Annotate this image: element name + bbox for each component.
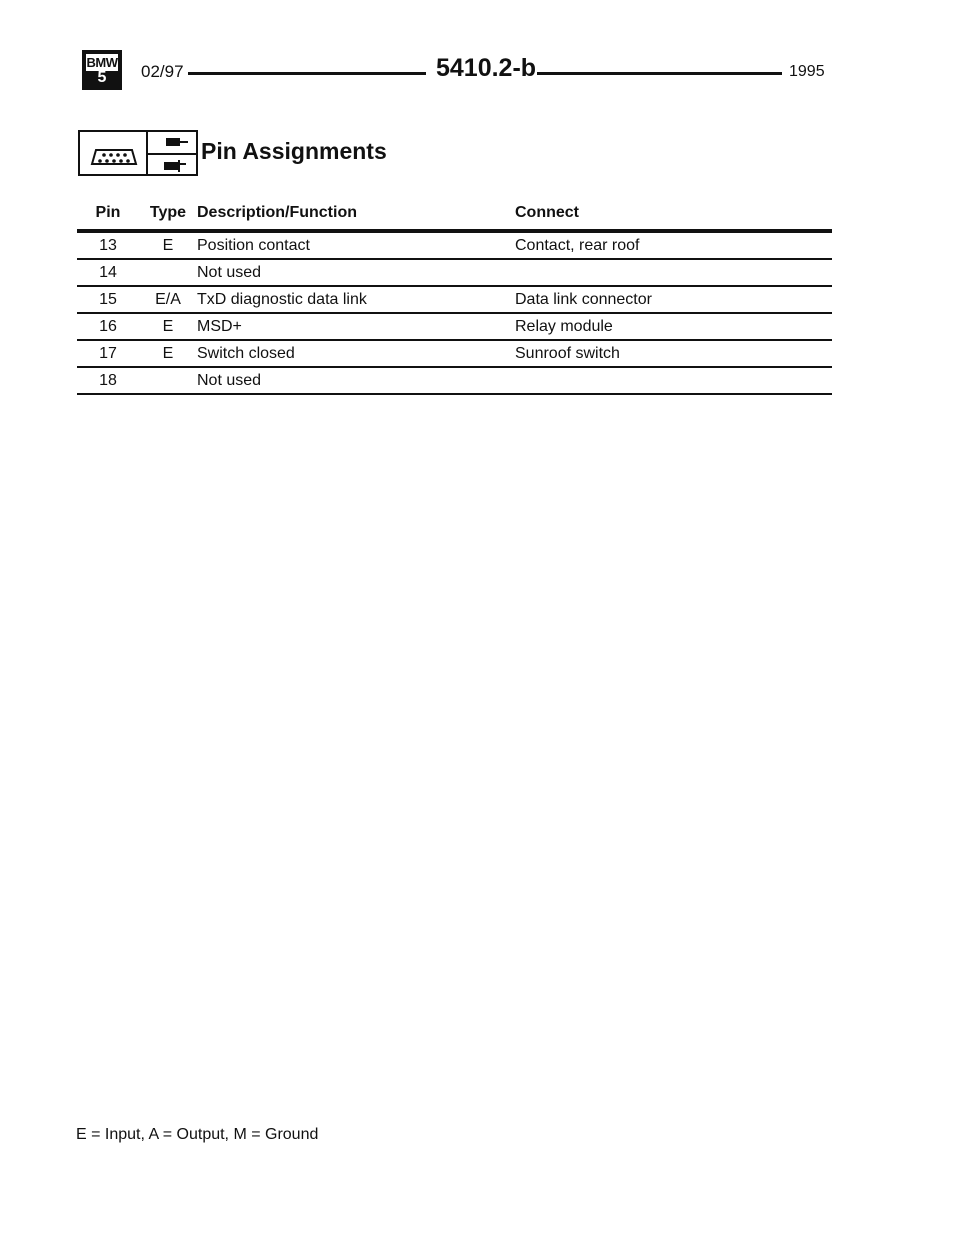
cell-type: E xyxy=(139,340,197,367)
cell-connect xyxy=(515,259,832,286)
cell-pin: 18 xyxy=(77,367,139,394)
cell-connect: Contact, rear roof xyxy=(515,231,832,259)
column-header-pin: Pin xyxy=(77,200,139,231)
table-row xyxy=(77,340,832,367)
cell-connect: Data link connector xyxy=(515,286,832,313)
bmw-logo-icon xyxy=(82,50,122,90)
header-date: 02/97 xyxy=(141,62,184,81)
plug-icon xyxy=(80,132,200,178)
logo-series: 5 xyxy=(97,69,107,86)
cell-pin: 17 xyxy=(77,340,139,367)
table-row xyxy=(77,231,832,259)
table-header-row xyxy=(77,200,832,231)
cell-type: E xyxy=(139,231,197,259)
pin-assignment-table xyxy=(77,200,832,395)
header-rule-right xyxy=(537,72,782,75)
cell-pin: 16 xyxy=(77,313,139,340)
cell-pin: 14 xyxy=(77,259,139,286)
cell-description: Position contact xyxy=(197,231,515,259)
cell-description: MSD+ xyxy=(197,313,515,340)
cell-type: E xyxy=(139,313,197,340)
cell-description: Switch closed xyxy=(197,340,515,367)
table-row xyxy=(77,367,832,394)
cell-type: E/A xyxy=(139,286,197,313)
header-year: 1995 xyxy=(789,63,825,80)
document-code: 5410.2-b xyxy=(436,54,537,82)
cell-type xyxy=(139,367,197,394)
cell-connect xyxy=(515,367,832,394)
legend-footnote: E = Input, A = Output, M = Ground xyxy=(76,1126,319,1143)
column-header-description: Description/Function xyxy=(197,200,515,231)
cell-connect: Relay module xyxy=(515,313,832,340)
table-row xyxy=(77,259,832,286)
cell-pin: 15 xyxy=(77,286,139,313)
connector-symbol-box xyxy=(78,130,198,176)
table-row xyxy=(77,286,832,313)
table-row xyxy=(77,313,832,340)
header-rule-left xyxy=(188,72,426,75)
section-title: Pin Assignments xyxy=(201,138,387,164)
cell-description: Not used xyxy=(197,259,515,286)
cell-type xyxy=(139,259,197,286)
cell-description: Not used xyxy=(197,367,515,394)
cell-connect: Sunroof switch xyxy=(515,340,832,367)
section-heading xyxy=(78,130,478,178)
logo-brand: BMW xyxy=(86,55,118,70)
column-header-type: Type xyxy=(139,200,197,231)
cell-description: TxD diagnostic data link xyxy=(197,286,515,313)
column-header-connect: Connect xyxy=(515,200,832,231)
page-header xyxy=(82,50,825,92)
cell-pin: 13 xyxy=(77,231,139,259)
